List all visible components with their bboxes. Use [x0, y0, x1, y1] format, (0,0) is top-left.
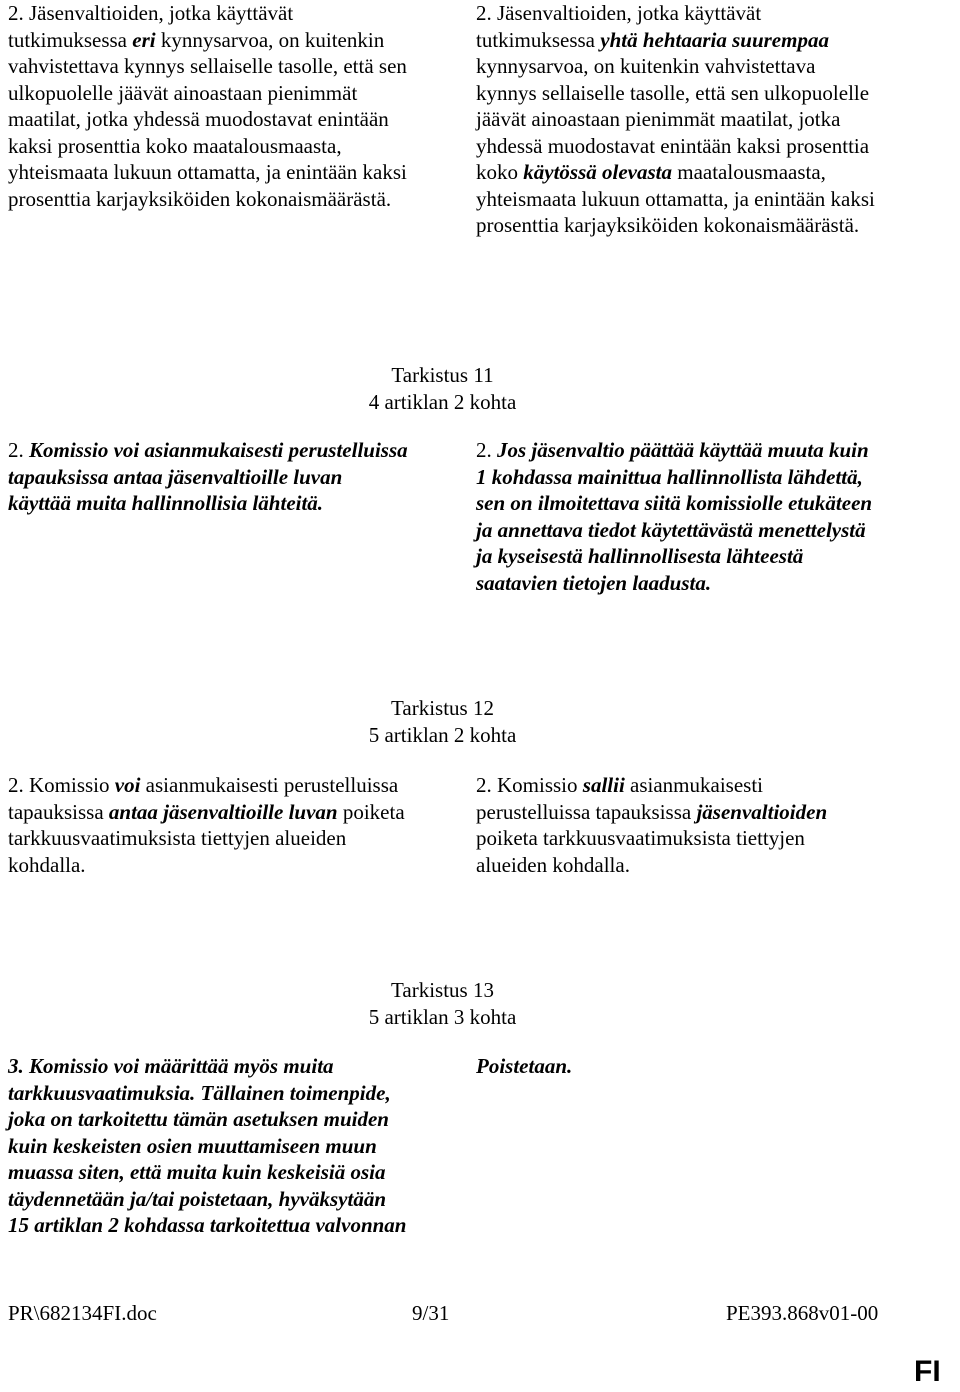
amendment-11-amendment-text — [476, 437, 876, 596]
text-segment: maatalousmaasta, yhteismaata lukuun ottamatta, ja enintään kaksi prosenttia karjayksiköiden kokonaismäärästä. — [476, 160, 875, 237]
text-segment: 2. — [476, 438, 497, 462]
footer-page-number: 9/31 — [412, 1301, 450, 1325]
text-segment: 2. — [8, 438, 29, 462]
amendment-11-heading — [0, 362, 885, 415]
text-segment: kynnysarvoa, on kuitenkin vahvistettava kynnys sellaiselle tasolle, että sen ulkopuolelle jäävät ainoastaan pienimmät maatilat, jotka yhdessä muodostavat enintään kaksi prosenttia koko maatalousmaasta, yhteismaata lukuun ottamatta, ja enintään kaksi prosenttia karjayksiköiden kokonaismäärästä. — [8, 27, 407, 211]
text-segment: poiketa tarkkuusvaatimuksista tiettyjen alueiden kohdalla. — [8, 799, 405, 877]
amendment-13-title: Tarkistus 13 — [391, 978, 494, 1002]
text-segment: 3. Komissio voi määrittää myös muita tarkkuusvaatimuksia. Tällainen toimenpide, joka on tarkoitettu tämän asetuksen muiden kuin keskeisten osien muuttamiseen muun muassa siten, että muita kuin keskeisiä osia täydennetään ja/tai poistetaan, hyväksytään 15 artiklan 2 kohdassa tarkoitettua valvonnan — [8, 1054, 407, 1237]
amendment-11-commission-text — [8, 437, 408, 517]
text-segment: Poistetaan. — [476, 1054, 573, 1078]
footer-doc-ref: PR\682134FI.doc — [8, 1301, 157, 1325]
amendment-13-ref: 5 artiklan 3 kohta — [368, 1004, 517, 1029]
block1-right-text — [476, 0, 876, 239]
amendment-12-ref: 5 artiklan 2 kohta — [368, 722, 517, 747]
text-segment: jäsenvaltioiden — [696, 799, 828, 824]
text-segment: sallii — [582, 773, 625, 797]
text-segment: 2. Komissio — [476, 773, 583, 797]
text-segment: 2. Jäsenvaltioiden, jotka käyttävät tutkimuksessa — [476, 1, 762, 52]
text-segment: asianmukaisesti perustelluissa tapauksissa — [476, 773, 764, 824]
text-segment: asianmukaisesti perustelluissa tapauksissa — [8, 773, 399, 824]
text-segment: yhtä hehtaaria suurempaa — [600, 27, 829, 52]
footer-pe-ref: PE393.868v01-00 — [726, 1301, 879, 1325]
text-segment: poiketa tarkkuusvaatimuksista tiettyjen alueiden kohdalla. — [476, 826, 805, 877]
language-code: FI — [914, 1355, 941, 1388]
text-segment: 2. Jäsenvaltioiden, jotka käyttävät tutkimuksessa — [8, 1, 294, 52]
amendment-13-heading — [0, 977, 885, 1030]
text-segment: Jos jäsenvaltio päättää käyttää muuta kuin 1 kohdassa mainittua hallinnollista lähdettä, sen on ilmoitettava siitä komissiolle etukäteen ja annettava tiedot käytettävästä menettelystä ja kyseisestä hallinnollisesta lähteestä saatavien tietojen laadusta. — [476, 438, 873, 595]
amendment-13-amendment-text — [476, 1053, 876, 1080]
text-segment: 2. Komissio — [8, 773, 115, 797]
text-segment: käytössä olevasta — [523, 160, 672, 184]
text-segment: Komissio voi asianmukaisesti perustelluissa tapauksissa antaa jäsenvaltioille luvan käyttää muita hallinnollisia lähteitä. — [8, 438, 408, 515]
amendment-12-title: Tarkistus 12 — [391, 696, 494, 720]
amendment-11-title: Tarkistus 11 — [391, 363, 494, 387]
text-segment: antaa jäsenvaltioille luvan — [108, 799, 338, 824]
amendment-12-heading — [0, 695, 885, 748]
amendment-13-commission-text — [8, 1053, 408, 1239]
text-segment: voi — [114, 773, 141, 797]
amendment-11-ref: 4 artiklan 2 kohta — [368, 389, 517, 414]
text-segment: kynnysarvoa, on kuitenkin vahvistettava kynnys sellaiselle tasolle, että sen ulkopuolelle jäävät ainoastaan pienimmät maatilat, jotka yhdessä muodostavat enintään kaksi prosenttia koko — [476, 54, 870, 184]
amendment-12-amendment-text — [476, 772, 876, 878]
text-segment: eri — [132, 27, 156, 52]
amendment-12-commission-text — [8, 772, 408, 878]
block1-left-text — [8, 0, 408, 212]
